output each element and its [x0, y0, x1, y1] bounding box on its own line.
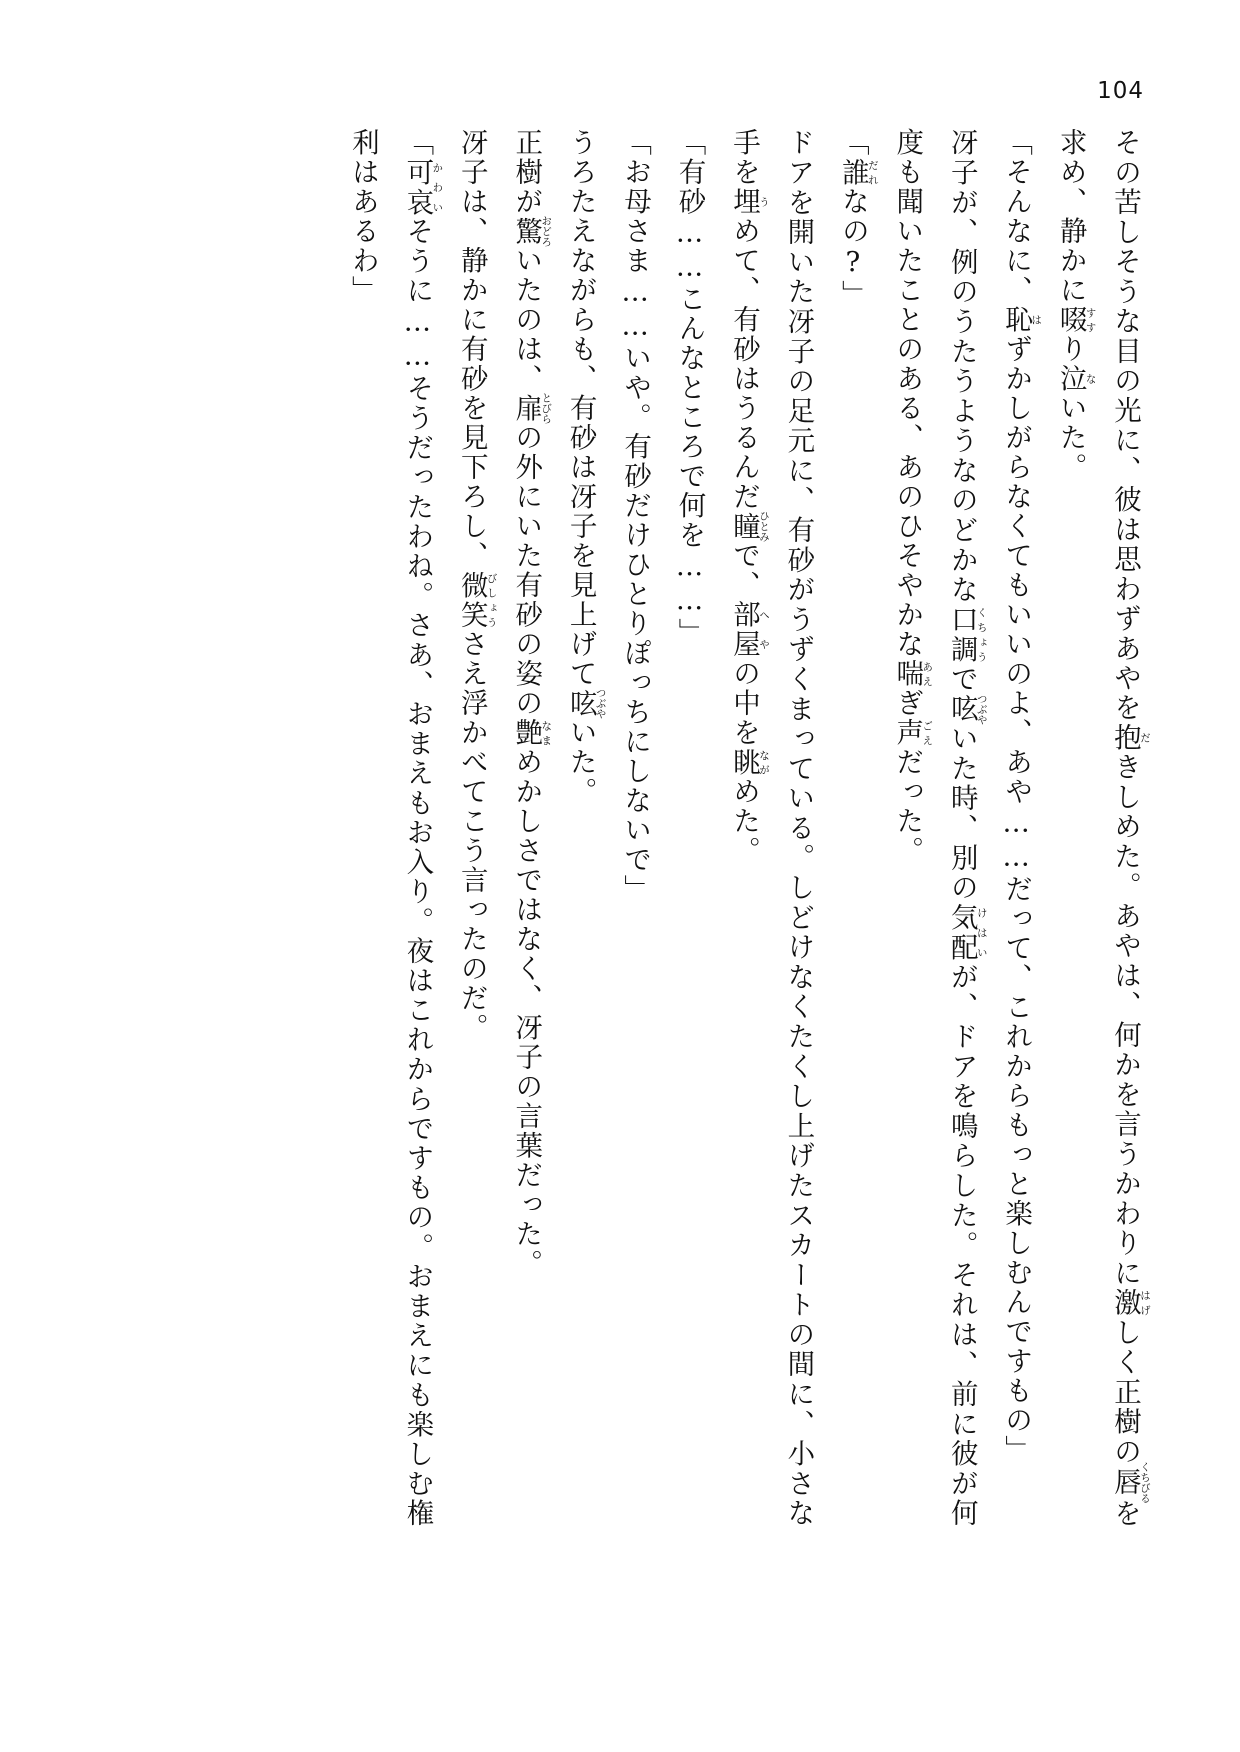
paragraph: 正樹が驚おどろいたのは、扉とびらの外にいた有砂の姿の艶なまめかしさではなく、冴子の言葉だった。 — [510, 128, 553, 1279]
ruby-bishou: 微笑びしょう — [455, 570, 498, 630]
ruby-hage: 激はげ — [1109, 1287, 1151, 1318]
ruby-tsubuya: 呟つぶや — [945, 693, 988, 725]
ruby-odoro: 驚おどろ — [510, 215, 553, 247]
ruby-kuchibiru: 唇くちびる — [1109, 1461, 1151, 1504]
ruby-ha: 恥は — [1000, 305, 1043, 335]
ruby-u: 埋う — [727, 187, 770, 217]
page-number: 104 — [1097, 78, 1144, 104]
paragraph: 冴子は、静かに有砂を見下ろし、微笑びしょうさえ浮かべてこう言ったのだ。 — [455, 128, 498, 1043]
paragraph: うろたえながらも、有砂は冴子を見上げて呟つぶやいた。 — [564, 128, 607, 807]
ruby-na: 泣な — [1054, 364, 1097, 394]
ruby-kawai: 可哀かわい — [401, 157, 444, 217]
paragraph: 「そんなに、恥はずかしがらなくてもいいのよ、あや……だって、これからもっと楽しむんですもの」 — [1000, 128, 1043, 1465]
paragraph: 「有砂……こんなところで何を……」 — [673, 128, 706, 648]
ruby-naga: 眺なが — [727, 747, 770, 777]
ruby-tsubuya2: 呟つぶや — [564, 687, 607, 719]
page-body — [110, 128, 1152, 1528]
ruby-susu: 啜すす — [1054, 305, 1097, 335]
ruby-hitomi: 瞳ひとみ — [727, 510, 770, 542]
ruby-nama: 艶なま — [510, 718, 553, 748]
paragraph: その苦しそうな目の光に、彼は思わずあやを抱だきしめた。あやは、何かを言うかわりに激はげしく正樹の唇くちびるを求め、静かに啜すすり泣ないた。 — [1054, 128, 1151, 1529]
ruby-dare: 誰だれ — [836, 157, 879, 187]
ruby-goe: 声ごえ — [891, 718, 934, 748]
paragraph: ドアを開いた冴子の足元に、有砂がうずくまっている。しどけなくたくし上げたスカートの間に、小さな手を埋うめて、有砂はうるんだ瞳ひとみで、部屋へやの中を眺ながめた。 — [727, 128, 815, 1528]
paragraph: 冴子が、例のうたうようなのどかな口調くちょうで呟つぶやいた時、別の気配けはいが、ドアを鳴らした。それは、前に彼が何度も聞いたことのある、あのひそやかな喘あえぎ声ごえだった。 — [891, 128, 988, 1529]
ruby-tobira: 扉とびら — [510, 392, 553, 424]
paragraph: 「可哀かわいそうに……そうだったわね。さあ、おまえもお入り。夜はこれからですもの。おまえにも楽しむ権利はあるわ」 — [346, 128, 444, 1529]
ruby-kehai: 気配けはい — [945, 902, 988, 963]
ruby-heya: 部屋へや — [727, 600, 770, 659]
paragraph: 「お母さま……いや。有砂だけひとりぽっちにしないで」 — [619, 128, 652, 904]
ruby-daki: 抱だ — [1109, 722, 1151, 753]
ruby-kuchou: 口調くちょう — [945, 604, 988, 665]
paragraph: 「誰だれなの?」 — [836, 128, 879, 310]
ruby-aegi: 喘あえ — [891, 659, 934, 689]
